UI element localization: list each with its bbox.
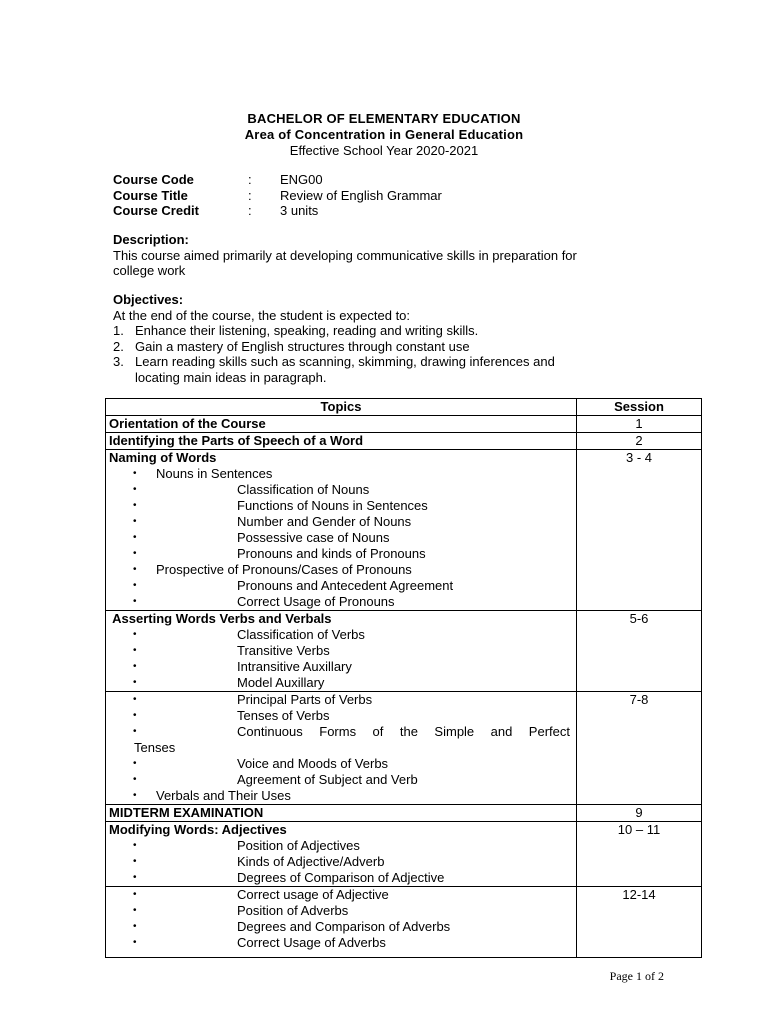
bullet-icon: • [133,694,137,705]
session-cell: 7-8 [577,692,702,805]
description-heading: Description: [113,232,189,247]
list-item-text: Nouns in Sentences [156,466,273,481]
list-item-text: Prospective of Pronouns/Cases of Pronouns [156,562,412,577]
list-item [109,594,573,610]
objective-number: 3. [113,354,124,369]
bullet-icon: • [133,645,137,656]
list-item-text: Voice and Moods of Verbs [237,756,389,771]
list-item [109,578,573,594]
course-code-value: ENG00 [280,172,323,187]
bullet-icon: • [133,710,137,721]
list-item [109,627,573,643]
list-item [109,692,573,708]
bullet-icon: • [133,840,137,851]
topic-heading: Modifying Words: Adjectives [109,822,287,837]
list-item-text: Correct Usage of Pronouns [237,594,395,609]
session-cell: 3 - 4 [577,450,702,611]
bullet-icon: • [133,516,137,527]
table-row [106,805,702,822]
bullet-icon: • [133,596,137,607]
objectives-section [113,292,673,385]
topic-heading: Naming of Words [109,450,217,465]
list-item-text: Classification of Verbs [237,627,365,642]
list-item-text: Kinds of Adjective/Adverb [237,854,385,869]
objectives-intro: At the end of the course, the student is expected to: [113,307,411,323]
list-item-text: Correct Usage of Adverbs [237,935,386,950]
list-item [109,643,573,659]
course-title-label: Course Title [113,187,188,203]
bullet-icon: • [133,889,137,900]
bullet-icon: • [133,629,137,640]
topics-table [105,398,702,958]
bullet-icon: • [133,872,137,883]
list-item-text: Model Auxillary [237,675,325,690]
bullet-icon: • [133,856,137,867]
concentration-title: Area of Concentration in General Education [244,127,524,142]
topic-cell [106,611,577,692]
table-row [106,692,702,805]
bullet-icon: • [133,937,137,948]
course-code-label: Course Code [113,172,194,187]
list-item [109,854,573,870]
objective-text: Enhance their listening, speaking, reading and writing skills. [135,323,479,338]
bullet-icon: • [133,580,137,591]
session-cell: 2 [577,433,702,450]
list-item [109,772,573,788]
document-header [0,111,768,159]
bullet-icon: • [133,468,137,479]
list-item-text: Pronouns and kinds of Pronouns [237,546,426,561]
bullet-icon: • [133,548,137,559]
session-cell: 5-6 [577,611,702,692]
session-cell: 9 [577,805,702,822]
course-credit-label: Course Credit [113,203,199,218]
objective-item [113,323,673,339]
objective-item-continued [113,370,673,386]
course-credit-colon: : [248,203,252,218]
list-item-text: Pronouns and Antecedent Agreement [237,578,454,593]
table-header-row [106,399,702,416]
list-item-text: Position of Adverbs [237,903,349,918]
list-item [109,466,573,482]
topics-column-header: Topics [106,399,577,416]
bullet-icon: • [133,564,137,575]
bullet-icon: • [133,905,137,916]
list-item [109,659,573,675]
objective-text: locating main ideas in paragraph. [135,369,327,385]
list-item [109,675,573,691]
list-item [109,482,573,498]
course-title-colon: : [248,187,252,203]
list-item-text: Transitive Verbs [237,643,330,658]
table-row [106,433,702,450]
page-number: Page 1 of 2 [609,969,664,983]
topic-cell: Identifying the Parts of Speech of a Word [106,433,577,450]
description-section [113,232,673,279]
topic-cell [106,450,577,611]
course-credit-value: 3 units [280,203,319,218]
list-item [109,498,573,514]
bullet-icon: • [133,500,137,511]
list-item-text: Degrees and Comparison of Adverbs [237,919,451,934]
objectives-heading: Objectives: [113,292,184,307]
list-item-text: Possessive case of Nouns [237,530,390,545]
session-cell: 1 [577,416,702,433]
list-item [109,935,573,951]
list-item-text: Degrees of Comparison of Adjective [237,870,445,885]
course-title-value: Review of English Grammar [280,187,442,203]
objective-text: Learn reading skills such as scanning, skimming, drawing inferences and [135,354,555,369]
objective-number: 2. [113,338,124,354]
topic-cell: MIDTERM EXAMINATION [106,805,577,822]
list-item [109,887,573,903]
list-item-text: Number and Gender of Nouns [237,514,412,529]
objective-number: 1. [113,323,124,338]
list-item-text: Principal Parts of Verbs [237,692,373,707]
objective-item [113,354,673,370]
list-item-text: Classification of Nouns [237,482,370,497]
table-row [106,416,702,433]
list-item-text: Verbals and Their Uses [156,788,291,803]
program-title: BACHELOR OF ELEMENTARY EDUCATION [247,111,521,126]
bullet-icon: • [133,484,137,495]
list-item [109,530,573,546]
list-item [109,838,573,854]
bullet-icon: • [133,661,137,672]
bullet-icon: • [133,774,137,785]
topic-heading: Asserting Words Verbs and Verbals [109,611,332,626]
course-code-colon: : [248,172,252,187]
list-item [109,514,573,530]
list-item [109,562,573,578]
table-row [106,450,702,611]
objective-text: Gain a mastery of English structures through constant use [135,338,470,354]
bullet-icon: • [133,677,137,688]
list-item [109,870,573,886]
list-item [109,919,573,935]
bullet-icon: • [133,790,137,801]
bullet-icon: • [133,921,137,932]
description-line: college work [113,263,186,278]
objective-item [113,339,673,355]
list-item [109,708,573,724]
table-row [106,887,702,958]
list-item-text: Continuous Forms of the Simple and Perfect [237,724,570,739]
list-item [109,546,573,562]
list-item-text: Position of Adjectives [237,838,360,853]
bullet-icon: • [133,758,137,769]
list-item-text: Correct usage of Adjective [237,887,389,902]
topic-cell: Orientation of the Course [106,416,577,433]
topic-cell [106,887,577,958]
session-column-header: Session [577,399,702,416]
list-item-text: Intransitive Auxillary [237,659,352,674]
list-item [109,756,573,772]
session-cell: 12-14 [577,887,702,958]
list-item-text: Functions of Nouns in Sentences [237,498,428,513]
table-row [106,611,702,692]
list-item [109,788,573,804]
list-item-continued: Tenses [134,740,176,755]
table-row [106,822,702,887]
session-cell: 10 – 11 [577,822,702,887]
topic-cell [106,692,577,805]
description-line: This course aimed primarily at developing communicative skills in preparation for [113,247,577,263]
school-year: Effective School Year 2020-2021 [289,143,479,158]
list-item [109,724,573,740]
bullet-icon: • [133,532,137,543]
topic-cell [106,822,577,887]
list-item-text: Agreement of Subject and Verb [237,772,418,787]
list-item-text: Tenses of Verbs [237,708,330,723]
list-item [109,903,573,919]
bullet-icon: • [133,726,137,737]
